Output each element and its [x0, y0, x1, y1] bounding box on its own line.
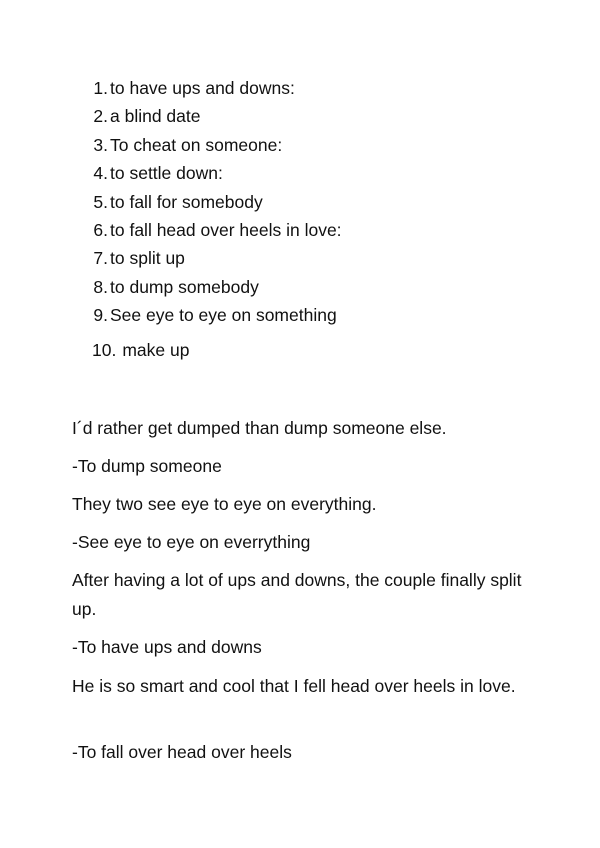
example-sentence: He is so smart and cool that I fell head over heels in love. [72, 676, 516, 696]
list-text: to settle down: [110, 163, 223, 184]
list-text: make up [122, 340, 190, 360]
idiom-note: -To have ups and downs [72, 637, 262, 657]
list-number: 1. [93, 78, 108, 98]
list-item [88, 131, 342, 159]
list-text: to dump somebody [110, 276, 259, 297]
list-text: to have ups and downs: [110, 78, 295, 98]
example-sentence: I´d rather get dumped than dump someone else. [72, 418, 447, 438]
list-text: to fall head over heels in love: [110, 219, 342, 240]
list-text: to split up [110, 248, 185, 269]
list-number: 6. [93, 219, 108, 240]
list-text: To cheat on someone: [110, 134, 283, 155]
idiom-note: -See eye to eye on everrything [72, 532, 311, 552]
list-text: to fall for somebody [110, 191, 263, 212]
list-item [88, 216, 342, 244]
list-item [88, 159, 342, 187]
list-number: 10. [92, 340, 117, 360]
idiom-note: -To fall over head over heels [72, 742, 292, 762]
list-item [88, 74, 342, 102]
list-number: 7. [93, 248, 108, 269]
list-item [88, 188, 342, 216]
list-number: 5. [93, 191, 108, 212]
list-item-10 [92, 338, 189, 362]
list-number: 8. [93, 276, 108, 297]
list-item [88, 244, 342, 272]
list-item [88, 273, 342, 301]
list-number: 4. [93, 163, 108, 184]
list-item [88, 102, 342, 130]
list-number: 3. [93, 134, 108, 155]
list-number: 9. [93, 305, 108, 326]
example-sentence: After having a lot of ups and downs, the couple finally split up. [72, 570, 522, 619]
example-sentence: They two see eye to eye on everything. [72, 494, 377, 514]
list-text: See eye to eye on something [110, 305, 337, 326]
list-number: 2. [93, 106, 108, 127]
list-text: a blind date [110, 106, 201, 127]
idiom-note: -To dump someone [72, 456, 222, 476]
idiom-list [88, 74, 342, 330]
list-item [88, 301, 342, 329]
